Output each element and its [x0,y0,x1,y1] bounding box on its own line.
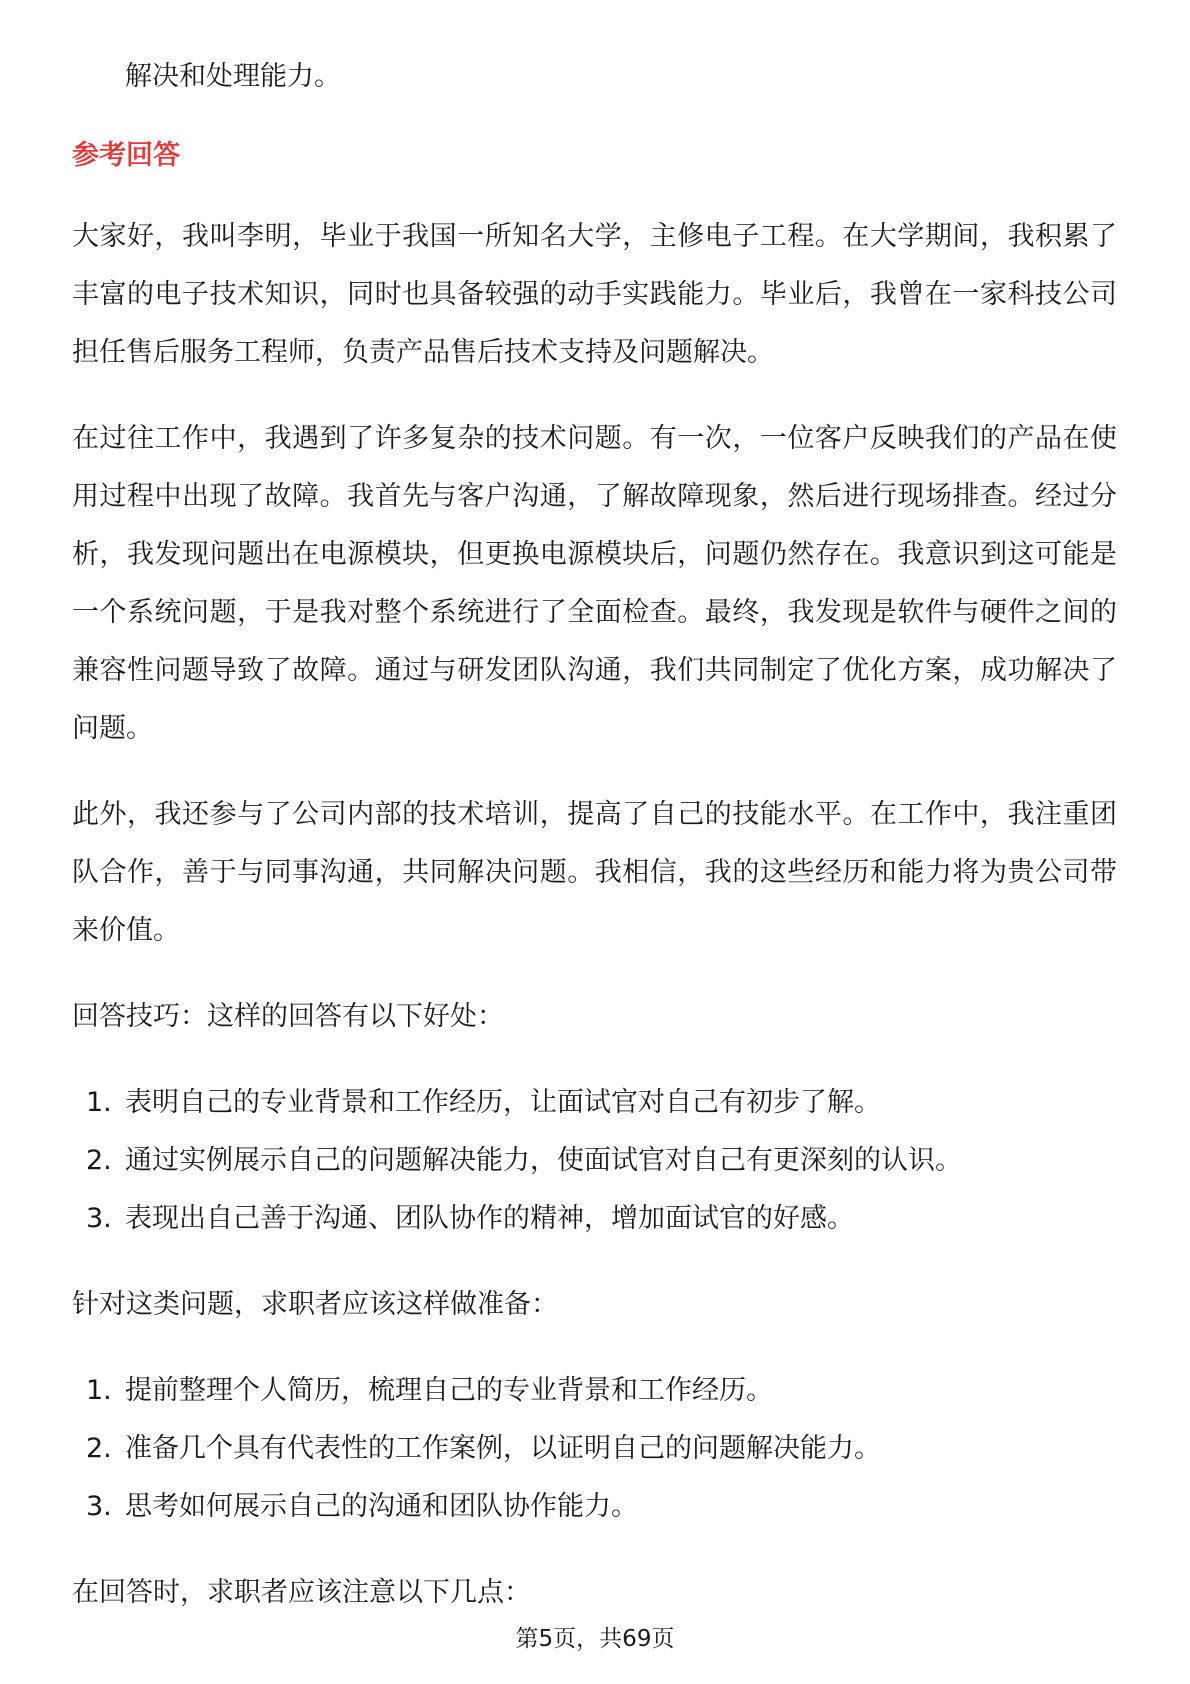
list-number: 2. [86,1145,112,1176]
list-number: 1. [86,1375,112,1406]
closing-text: 在回答时，求职者应该注意以下几点： [72,1577,531,1608]
list-number: 1. [86,1087,112,1118]
answer-paragraph-1: 大家好，我叫李明，毕业于我国一所知名大学，主修电子工程。在大学期间，我积累了丰富的电子技术知识，同时也具备较强的动手实践能力。毕业后，我曾在一家科技公司担任售后服务工程师，负责产品售后技术支持及问题解决。 [72,221,1117,368]
list-item [72,1362,1117,1420]
list-number: 3. [86,1491,112,1522]
page-number-footer: 第5页，共69页 [515,1626,675,1652]
answer-paragraph-2: 在过往工作中，我遇到了许多复杂的技术问题。有一次，一位客户反映我们的产品在使用过程中出现了故障。我首先与客户沟通，了解故障现象，然后进行现场排查。经过分析，我发现问题出在电源模块，但更换电源模块后，问题仍然存在。我意识到这可能是一个系统问题，于是我对整个系统进行了全面检查。最终，我发现是软件与硬件之间的兼容性问题导致了故障。通过与研发团队沟通，我们共同制定了优化方案，成功解决了问题。 [72,423,1117,744]
list-number: 2. [86,1433,112,1464]
list-item-text: 表现出自己善于沟通、团队协作的精神，增加面试官的好感。 [125,1203,854,1234]
continuation-text: 解决和处理能力。 [125,61,341,92]
list-item-text: 准备几个具有代表性的工作案例，以证明自己的问题解决能力。 [125,1433,881,1464]
section-heading: 参考回答 [72,140,180,171]
list-item [72,1478,1117,1536]
prep-list [72,1362,1117,1536]
list-item [72,1074,1117,1132]
list-item [72,1190,1117,1248]
tips-list [72,1074,1117,1248]
list-item-text: 通过实例展示自己的问题解决能力，使面试官对自己有更深刻的认识。 [125,1145,962,1176]
list-item-text: 提前整理个人简历，梳理自己的专业背景和工作经历。 [125,1375,773,1406]
tips-intro: 回答技巧：这样的回答有以下好处： [72,1001,504,1032]
list-item-text: 表明自己的专业背景和工作经历，让面试官对自己有初步了解。 [125,1087,881,1118]
list-item [72,1420,1117,1478]
list-item-text: 思考如何展示自己的沟通和团队协作能力。 [125,1491,638,1522]
answer-paragraph-3: 此外，我还参与了公司内部的技术培训，提高了自己的技能水平。在工作中，我注重团队合作，善于与同事沟通，共同解决问题。我相信，我的这些经历和能力将为贵公司带来价值。 [72,799,1117,946]
list-number: 3. [86,1203,112,1234]
prep-intro: 针对这类问题，求职者应该这样做准备： [72,1289,558,1320]
page-content [72,48,1117,1622]
list-item [72,1132,1117,1190]
